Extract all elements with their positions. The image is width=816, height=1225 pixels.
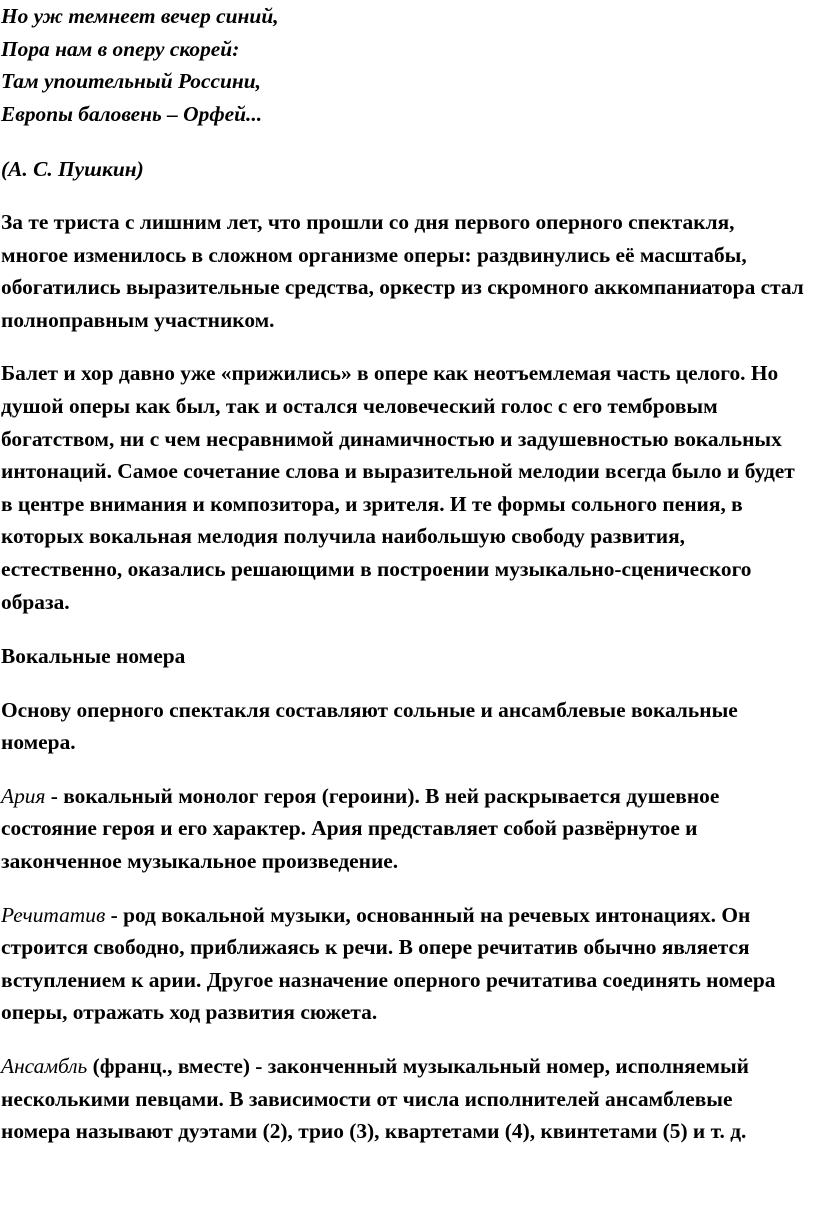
epigraph-poem [1, 0, 806, 130]
definition-text: - род вокальной музыки, основанный на речевых интонациях. Он строится свободно, приближаясь к речи. В опере речитатив обычно является вступлением к арии. Другое назначение оперного речитатива соединять номера оперы, отражать ход развития сюжета. [1, 902, 776, 1025]
intro-paragraph: За те триста с лишним лет, что прошли со дня первого оперного спектакля, многое изменилось в сложном организме оперы: раздвинулись её масштабы, обогатились выразительные средства, оркестр из скромного аккомпаниатора стал полноправным участником. [1, 209, 804, 332]
poem-line: Пора нам в оперу скорей: [1, 36, 240, 61]
poem-line: Европы баловень – Орфей... [1, 101, 263, 126]
intro-paragraph: Балет и хор давно уже «прижились» в опере как неотъемлемая часть целого. Но душой оперы как был, так и остался человеческий голос с его тембровым богатством, ни с чем несравнимой динамичностью и задушевностью вокальных интонаций. Самое сочетание слова и выразительной мелодии всегда было и будет в центре внимания и композитора, и зрителя. И те формы сольного пения, в которых вокальная мелодия получила наибольшую свободу развития, естественно, оказались решающими в построении музыкально-сценического образа. [1, 361, 795, 614]
definition-text: - вокальный монолог героя (героини). В ней раскрывается душевное состояние героя и его характер. Ария представляет собой развёрнутое и законченное музыкальное произведение. [1, 783, 720, 874]
section-heading: Вокальные номера [1, 644, 186, 669]
poem-line: Но уж темнеет вечер синий, [1, 4, 279, 28]
definition-term: Ансамбль [1, 1054, 88, 1079]
definition-term: Ария [1, 783, 46, 808]
definition-aria [1, 780, 806, 878]
section-intro-paragraph: Основу оперного спектакля составляют сольные и ансамблевые вокальные номера. [1, 697, 738, 755]
epigraph-author: (А. С. Пушкин) [1, 157, 144, 182]
definition-recitative [1, 899, 806, 1029]
poem-line: Там упоительный Россини, [1, 69, 261, 94]
definition-term: Речитатив [1, 902, 106, 927]
definition-text: (франц., вместе) - законченный музыкальный номер, исполняемый несколькими певцами. В зависимости от числа исполнителей ансамблевые номера называют дуэтами (2), трио (3), квартетами (4), квинтетами (5) и т. д. [1, 1054, 749, 1144]
definition-ensemble [1, 1050, 806, 1148]
